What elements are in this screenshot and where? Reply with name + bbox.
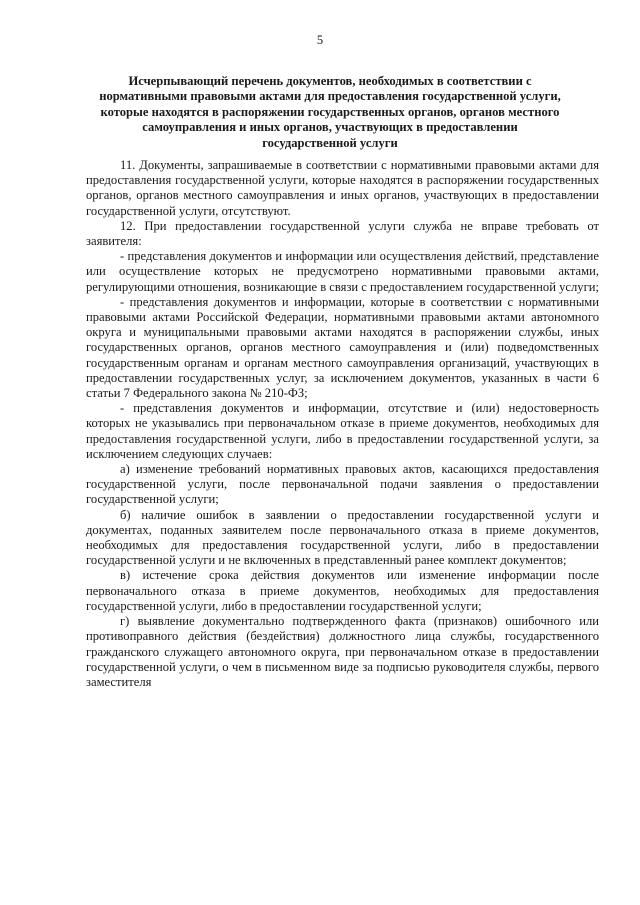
subitem-b: б) наличие ошибок в заявлении о предоставлении государственной услуги и документах, поданных заявителем после первоначального отказа в приеме документов, необходимых для предоставления государственной услуги, либо в предоставлении государственной услуги и не включенных в представленный ранее комплект документов;	[86, 507, 599, 568]
subitem-g: г) выявление документально подтвержденного факта (признаков) ошибочного или противоправного действия (бездействия) должностного лица службы, государственного гражданского служащего автономного округа, при первоначальном отказе в предоставлении государственной услуги, о чем в письменном виде за подписью руководителя службы, первого заместителя	[86, 614, 599, 689]
list-item: - представления документов и информации или осуществления действий, представление или осуществление которых не предусмотрено нормативными правовыми актами, регулирующими отношения, возникающие в связи с предоставлением государственной услуги;	[86, 249, 599, 294]
page-number: 5	[316, 33, 324, 47]
section-heading: Исчерпывающий перечень документов, необходимых в соответствии с нормативными правовыми актами для предоставления государственной услуги, которые находятся в распоряжении государственных органов, органов местного самоуправления и иных органов, участвующих в предоставлении государственной услуги	[99, 74, 561, 150]
list-item: - представления документов и информации, отсутствие и (или) недостоверность которых не указывались при первоначальном отказе в приеме документов, необходимых для предоставления государственной услуги, либо в предоставлении государственной услуги, за исключением следующих случаев:	[86, 401, 599, 461]
paragraph-12: 12. При предоставлении государственной услуги служба не вправе требовать от заявителя:	[86, 218, 599, 249]
list-item: - представления документов и информации, которые в соответствии с нормативными правовыми актами Российской Федерации, нормативными правовыми актами автономного округа и муниципальными правовыми актами находятся в распоряжении службы, иных государственных органов, органов местного самоуправления и (или) подведомственных государственным органам и органам местного самоуправления организаций, участвующих в предоставлении государственных услуг, за исключением документов, указанных в части 6 статьи 7 Федерального закона № 210-ФЗ;	[86, 294, 599, 401]
subitem-v: в) истечение срока действия документов или изменение информации после первоначального отказа в приеме документов, необходимых для предоставления государственной услуги, либо в предоставлении государственной услуги;	[86, 568, 599, 613]
paragraph-11: 11. Документы, запрашиваемые в соответствии с нормативными правовыми актами для предоставления государственной услуги, которые находятся в распоряжении государственных органов, органов местного самоуправления и иных органов, участвующих в предоставлении государственной услуги, отсутствуют.	[86, 158, 599, 218]
document-body	[86, 158, 599, 690]
subitem-a: а) изменение требований нормативных правовых актов, касающихся предоставления государственной услуги, после первоначальной подачи заявления о предоставлении государственной услуги;	[86, 462, 599, 507]
